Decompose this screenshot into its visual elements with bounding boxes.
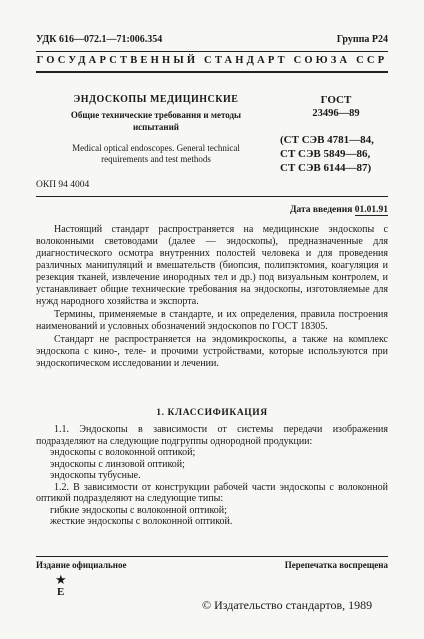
section-heading-classification: 1. КЛАССИФИКАЦИЯ	[156, 408, 268, 418]
sev-ref-1: (СТ СЭВ 4781—84,	[280, 134, 374, 146]
subtitle-line-2: испытаний	[133, 122, 179, 132]
sev-ref-3: СТ СЭВ 6144—87)	[280, 162, 372, 174]
preamble	[36, 224, 388, 370]
title-block	[36, 94, 276, 165]
document-title: ЭНДОСКОПЫ МЕДИЦИНСКИЕ	[73, 94, 239, 105]
type-item-1: гибкие эндоскопы с волоконной оптикой;	[50, 504, 227, 516]
edition-mark: Е	[57, 586, 65, 598]
header-rule-top	[36, 51, 388, 52]
udc-code: УДК 616—072.1—71:006.354	[36, 34, 163, 45]
clause-1-1: 1.1. Эндоскопы в зависимости от системы передачи изображения подразделяют на следующие подгруппы однородной продукции:	[36, 424, 388, 447]
introduction-date	[290, 205, 388, 215]
preamble-paragraph-3: Стандарт не распространяется на эндомикроскопы, а также на комплекс эндоскопа с кино-, теле- и прочими устройствами, которые используются при эндоскопическом исследовании и лечении.	[36, 334, 388, 369]
preamble-paragraph-1: Настоящий стандарт распространяется на медицинские эндоскопы с волоконными световодами (далее — эндоскопы), предназначенные для диагностического осмотра внутренних полостей человека и для проведения различных манипуляций и вмешательств (биопсия, полипэктомия, коагуляция и резекция тканей, извлечение инородных тел и др.) под визуальным контролем, и устанавливает общие технические требования на эндоскопы, изготовляемые для нужд народного хозяйства и экспорта.	[36, 224, 388, 307]
classification-text	[36, 424, 388, 528]
preamble-paragraph-2: Термины, применяемые в стандарте, и их определения, правила построения наименований и условных обозначений эндоскопов по ГОСТ 18305.	[36, 309, 388, 332]
subgroup-item-3: эндоскопы тубусные.	[50, 470, 141, 481]
footer-rule	[36, 556, 388, 557]
subtitle-line-1: Общие технические требования и методы	[70, 110, 242, 120]
subgroup-item-1: эндоскопы с волоконной оптикой;	[50, 447, 196, 458]
group-code: Группа Р24	[336, 34, 388, 45]
state-standard-banner: ГОСУДАРСТВЕННЫЙ СТАНДАРТ СОЮЗА ССР	[36, 55, 388, 66]
gost-label: ГОСТ	[320, 94, 352, 106]
official-edition-note: Издание официальное	[36, 560, 127, 570]
clause-1-2: 1.2. В зависимости от конструкции рабочей части эндоскопы с волоконной оптикой подразделяют на следующие типы:	[36, 481, 388, 504]
star-icon: ★	[55, 572, 67, 587]
english-title	[36, 143, 276, 165]
subgroup-item-2: эндоскопы с линзовой оптикой;	[50, 458, 185, 470]
english-title-line-2: requirements and test methods	[101, 154, 211, 164]
okp-code: ОКП 94 4004	[36, 180, 90, 190]
reprint-prohibited-note: Перепечатка воспрещена	[284, 560, 388, 570]
sev-ref-2: СТ СЭВ 5849—86,	[280, 148, 371, 160]
copyright-notice: © Издательство стандартов, 1989	[202, 598, 373, 612]
intro-date-value: 01.01.91	[354, 205, 388, 215]
document-subtitle	[36, 109, 276, 133]
sev-references	[280, 133, 392, 175]
type-item-2: жесткие эндоскопы с волоконной оптикой.	[50, 516, 233, 527]
gost-number: 23496—89	[312, 108, 360, 119]
header-rule-bottom	[36, 71, 388, 73]
gost-designation	[280, 94, 392, 175]
english-title-line-1: Medical optical endoscopes. General technical	[72, 143, 240, 153]
intro-date-label: Дата введения	[289, 205, 353, 215]
okp-rule	[36, 196, 388, 197]
